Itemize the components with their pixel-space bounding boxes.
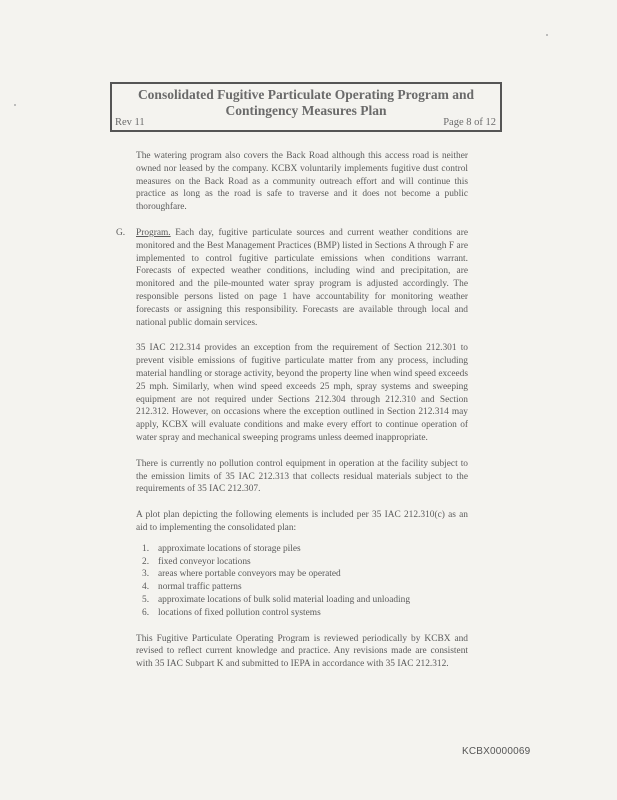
document-body xyxy=(116,150,468,684)
revision-label: Rev 11 xyxy=(115,117,145,128)
exception-paragraph: 35 IAC 212.314 provides an exception from the requirement of Section 212.301 to prevent visible emissions of fugitive particulate matter from any process, including material handling or storage activity, beyond the property line when wind speed exceeds 25 mph. Similarly, when wind speed exceeds 25 mph, spray systems and sweeping equipment are not required under Sections 212.304 through 212.310 and Section 212.312. However, on occasions where the exception outlined in Section 212.314 may apply, KCBX will evaluate conditions and make every effort to continue operation of water spray and mechanical sweeping programs unless deemed inappropriate. xyxy=(136,343,468,443)
section-g xyxy=(116,227,468,329)
list-item: 3. areas where portable conveyors may be operated xyxy=(142,569,341,580)
scan-speck xyxy=(546,34,548,36)
header-title-line2: Contingency Measures Plan xyxy=(225,103,387,118)
bates-number: KCBX0000069 xyxy=(462,746,531,757)
scan-speck xyxy=(14,104,16,106)
section-g-label: G. xyxy=(116,227,126,238)
list-item: 4. normal traffic patterns xyxy=(142,582,242,593)
list-item: 2. fixed conveyor locations xyxy=(142,556,251,567)
pollution-control-paragraph: There is currently no pollution control equipment in operation at the facility subject to the emission limits of 35 IAC 212.313 that collects residual materials subject to the requirements of 35 IAC 212.307. xyxy=(136,458,468,495)
section-g-title: Program. xyxy=(136,227,171,238)
review-paragraph: This Fugitive Particulate Operating Program is reviewed periodically by KCBX and revised to reflect current knowledge and practice. Any revisions made are consistent with 35 IAC Subpart K and submitted to IEPA in accordance with 35 IAC 212.312. xyxy=(136,633,468,670)
page-number: Page 8 of 12 xyxy=(443,117,496,128)
header-box xyxy=(110,82,502,132)
list-item: 5. approximate locations of bulk solid material loading and unloading xyxy=(142,594,411,605)
section-g-text: Each day, fugitive particulate sources and current weather conditions are monitored and the Best Management Practices (BMP) listed in Sections A through F are implemented to control fugitive particulate emissions when conditions warrant. Forecasts of expected weather conditions, including wind and precipitation, are monitored and the pile-mounted water spray program is adjusted accordingly. The responsible persons listed on page 1 have accountability for monitoring weather forecasts or assigning this responsibility. Forecasts are available through local and national public domain services. xyxy=(136,227,468,328)
plot-plan-list xyxy=(136,543,468,620)
header-title-line1: Consolidated Fugitive Particulate Operating Program and xyxy=(137,87,475,102)
plot-plan-paragraph: A plot plan depicting the following elements is included per 35 IAC 212.310(c) as an aid to implementing the consolidated plan: xyxy=(136,510,468,533)
header-title xyxy=(112,87,500,119)
list-item: 1. approximate locations of storage piles xyxy=(142,543,301,554)
list-item: 6. locations of fixed pollution control systems xyxy=(142,607,321,618)
back-road-paragraph: The watering program also covers the Back Road although this access road is neither owned nor leased by the company. KCBX voluntarily implements fugitive dust control measures on the Back Road as a community outreach effort and will continue this practice as long as the road is safe to traverse and it does not become a public thoroughfare. xyxy=(136,151,468,213)
